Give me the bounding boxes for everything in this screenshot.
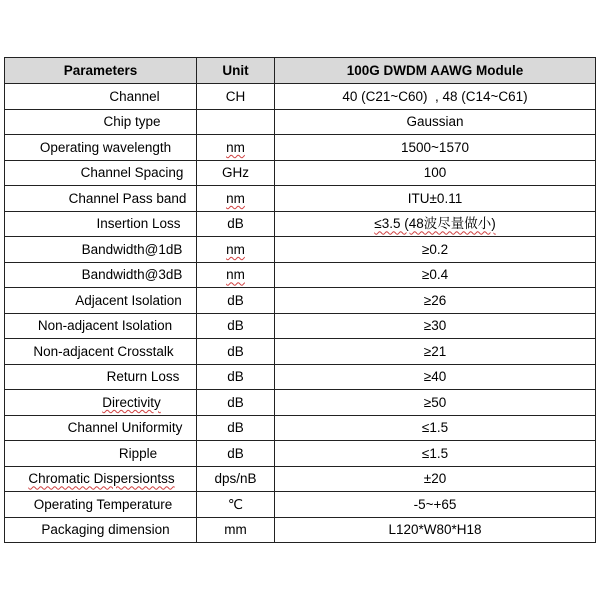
param-cell: Packaging dimension (5, 517, 197, 543)
param-cell: Non-adjacent Isolation (5, 313, 197, 339)
value-cell: 100 (275, 160, 596, 186)
param-cell: Adjacent Isolation (5, 288, 197, 314)
unit-cell (197, 237, 275, 263)
value-cell: ITU±0.11 (275, 186, 596, 212)
table-row (5, 441, 596, 467)
value-cell: ≥30 (275, 313, 596, 339)
param-cell: Channel (5, 84, 197, 110)
value-cell: ≥50 (275, 390, 596, 416)
table-row (5, 262, 596, 288)
param-cell (5, 390, 197, 416)
value-cell: ±20 (275, 466, 596, 492)
table-row (5, 313, 596, 339)
value-cell: -5~+65 (275, 492, 596, 518)
value-cell: ≥0.2 (275, 237, 596, 263)
table-row (5, 390, 596, 416)
unit-cell: dB (197, 339, 275, 365)
header-parameters: Parameters (5, 58, 197, 84)
value-cell: ≥26 (275, 288, 596, 314)
spec-table (4, 57, 596, 543)
unit-cell: dB (197, 313, 275, 339)
header-module: 100G DWDM AAWG Module (275, 58, 596, 84)
value-cell: ≥40 (275, 364, 596, 390)
table-row (5, 135, 596, 161)
value-cell: ≤1.5 (275, 415, 596, 441)
unit-cell: CH (197, 84, 275, 110)
unit-cell: dps/nB (197, 466, 275, 492)
table-row (5, 339, 596, 365)
table-row (5, 492, 596, 518)
unit-cell (197, 262, 275, 288)
unit-cell (197, 135, 275, 161)
value-cell: ≤1.5 (275, 441, 596, 467)
param-cell: Bandwidth@3dB (5, 262, 197, 288)
unit-cell: dB (197, 390, 275, 416)
unit-cell: ℃ (197, 492, 275, 518)
unit-cell: mm (197, 517, 275, 543)
param-cell: Non-adjacent Crosstalk (5, 339, 197, 365)
value-cell: 40 (C21~C60) , 48 (C14~C61) (275, 84, 596, 110)
table-row (5, 466, 596, 492)
header-unit: Unit (197, 58, 275, 84)
unit-cell: dB (197, 415, 275, 441)
unit-text: nm (226, 190, 245, 206)
table-row (5, 364, 596, 390)
param-cell: Return Loss (5, 364, 197, 390)
unit-cell (197, 186, 275, 212)
value-cell: L120*W80*H18 (275, 517, 596, 543)
unit-cell: dB (197, 288, 275, 314)
unit-cell: dB (197, 441, 275, 467)
unit-cell: dB (197, 364, 275, 390)
value-cell: Gaussian (275, 109, 596, 135)
param-cell: Operating wavelength (5, 135, 197, 161)
param-text: Directivity (102, 394, 161, 410)
value-cell: 1500~1570 (275, 135, 596, 161)
table-row (5, 160, 596, 186)
unit-cell (197, 109, 275, 135)
param-cell: Operating Temperature (5, 492, 197, 518)
param-cell: Channel Uniformity (5, 415, 197, 441)
table-row (5, 84, 596, 110)
unit-cell: GHz (197, 160, 275, 186)
param-cell: Channel Spacing (5, 160, 197, 186)
header-row (5, 58, 596, 84)
value-cell (275, 211, 596, 237)
param-cell: Ripple (5, 441, 197, 467)
param-text: Chromatic Dispersiontss (28, 471, 175, 487)
unit-text: nm (226, 267, 245, 283)
param-cell: Bandwidth@1dB (5, 237, 197, 263)
param-cell: Channel Pass band (5, 186, 197, 212)
param-cell: Chip type (5, 109, 197, 135)
table-row (5, 186, 596, 212)
unit-cell: dB (197, 211, 275, 237)
table-row (5, 109, 596, 135)
unit-text: nm (226, 139, 245, 155)
param-cell: Insertion Loss (5, 211, 197, 237)
value-cell: ≥0.4 (275, 262, 596, 288)
table-row (5, 288, 596, 314)
unit-text: nm (226, 241, 245, 257)
param-cell (5, 466, 197, 492)
table-row (5, 211, 596, 237)
table-row (5, 415, 596, 441)
table-row (5, 237, 596, 263)
value-text: ≤3.5 (48波尽量做小) (374, 216, 496, 232)
table-row (5, 517, 596, 543)
value-cell: ≥21 (275, 339, 596, 365)
